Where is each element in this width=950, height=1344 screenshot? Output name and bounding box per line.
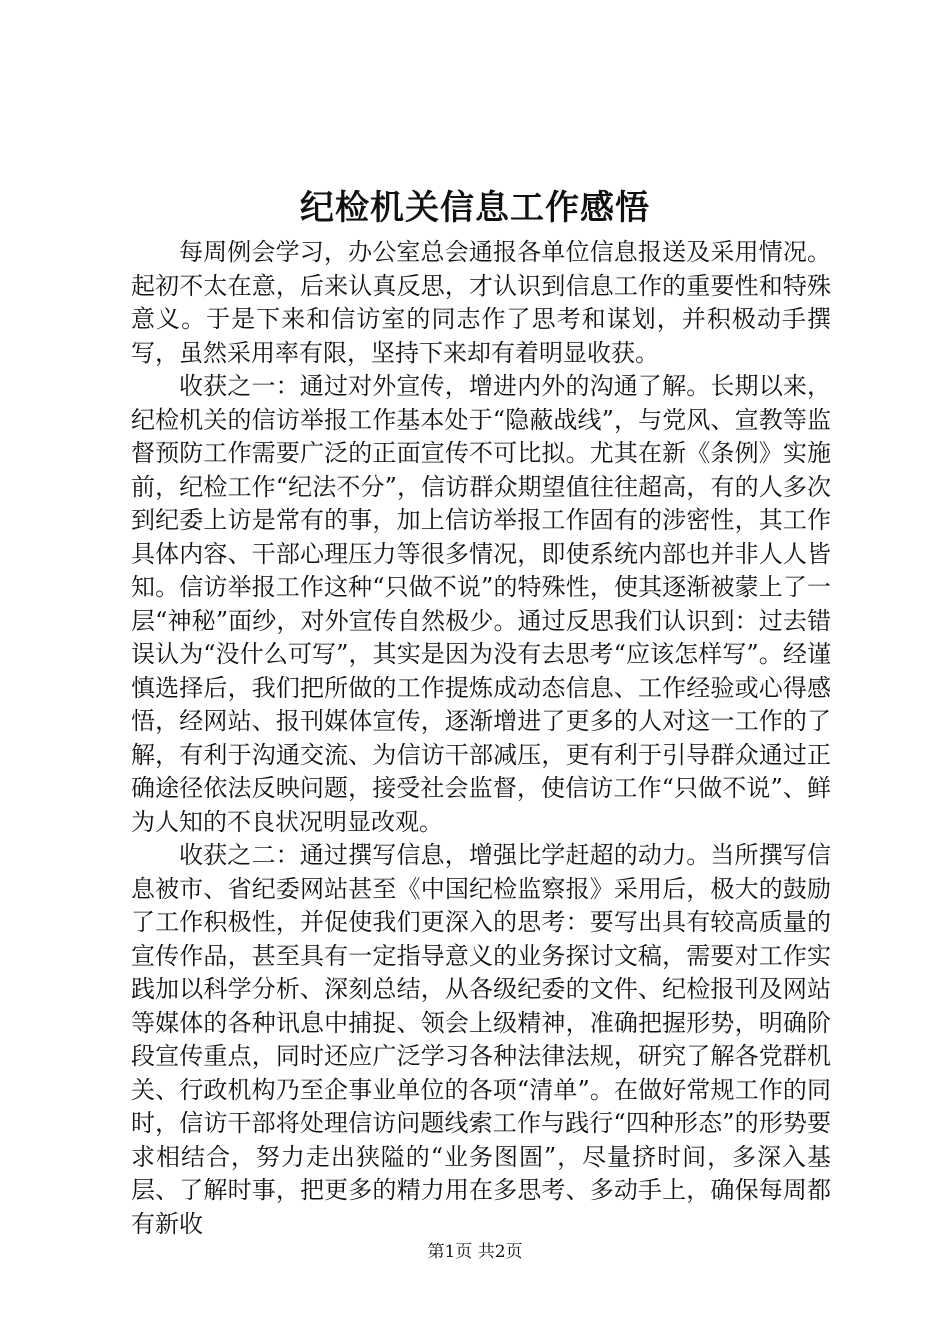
page-number-footer: 第1页 共2页 bbox=[427, 1242, 523, 1262]
document-title: 纪检机关信息工作感悟 bbox=[300, 188, 650, 228]
document-body bbox=[131, 236, 831, 1241]
paragraph-gain-one: 收获之一：通过对外宣传，增进内外的沟通了解。长期以来，纪检机关的信访举报工作基本处于“隐蔽战线”，与党风、宣教等监督预防工作需要广泛的正面宣传不可比拟。尤其在新《条例》实施前，纪检工作“纪法不分”，信访群众期望值往往超高，有的人多次到纪委上访是常有的事，加上信访举报工作固有的涉密性，其工作具体内容、干部心理压力等很多情况，即使系统内部也并非人人皆知。信访举报工作这种“只做不说”的特殊性，使其逐渐被蒙上了一层“神秘”面纱，对外宣传自然极少。通过反思我们认识到：过去错误认为“没什么可写”，其实是因为没有去思考“应该怎样写”。经谨慎选择后，我们把所做的工作提炼成动态信息、工作经验或心得感悟，经网站、报刊媒体宣传，逐渐增进了更多的人对这一工作的了解，有利于沟通交流、为信访干部减压，更有利于引导群众通过正确途径依法反映问题，接受社会监督，使信访工作“只做不说”、鲜为人知的不良状况明显改观。 bbox=[131, 372, 831, 836]
paragraph-gain-two: 收获之二：通过撰写信息，增强比学赶超的动力。当所撰写信息被市、省纪委网站甚至《中国纪检监察报》采用后，极大的鼓励了工作积极性，并促使我们更深入的思考：要写出具有较高质量的宣传作品，甚至具有一定指导意义的业务探讨文稿，需要对工作实践加以科学分析、深刻总结，从各级纪委的文件、纪检报刊及网站等媒体的各种讯息中捕捉、领会上级精神，准确把握形势，明确阶段宣传重点，同时还应广泛学习各种法律法规，研究了解各党群机关、行政机构乃至企事业单位的各项“清单”。在做好常规工作的同时，信访干部将处理信访问题线索工作与践行“四种形态”的形势要求相结合，努力走出狭隘的“业务图圄”，尽量挤时间，多深入基层、了解时事，把更多的精力用在多思考、多动手上，确保每周都有新收 bbox=[131, 841, 831, 1238]
paragraph-intro: 每周例会学习，办公室总会通报各单位信息报送及采用情况。起初不太在意，后来认真反思，才认识到信息工作的重要性和特殊意义。于是下来和信访室的同志作了思考和谋划，并积极动手撰写，虽然采用率有限，坚持下来却有着明显收获。 bbox=[131, 238, 831, 367]
